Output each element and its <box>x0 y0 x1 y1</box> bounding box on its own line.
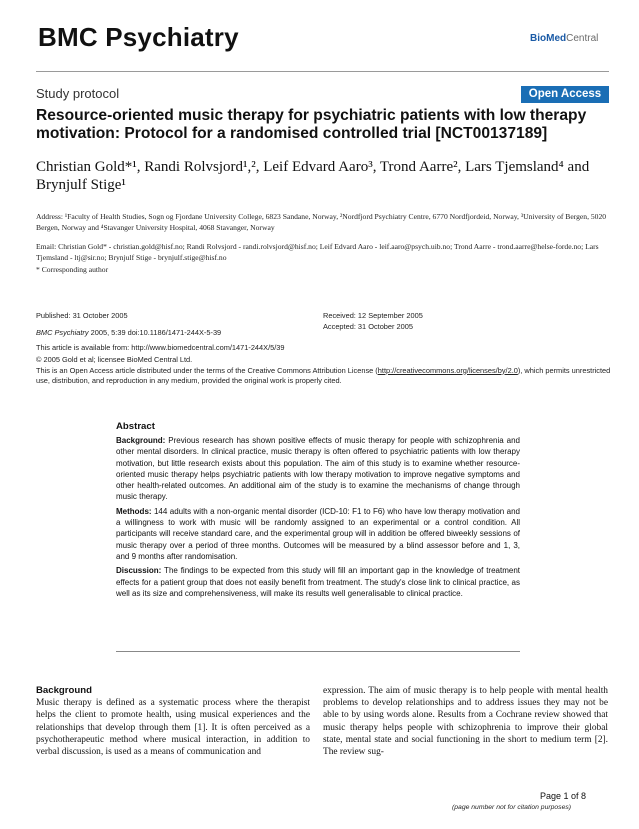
publication-info <box>36 311 316 354</box>
affiliations: Address: ¹Faculty of Health Studies, Sogn og Fjordane University College, 6823 Sandane, Norway, ²Nordfjord Psychiatry Centre, 6770 Nordfjordeid, Norway, ³University of Bergen, 5020 Bergen, Norway and ⁴Stavanger University Hospital, 4068 Stavanger, Norway <box>36 212 607 232</box>
corresponding-author-note: * Corresponding author <box>36 265 109 274</box>
citation-journal: BMC Psychiatry <box>36 327 89 337</box>
abstract-divider <box>116 651 520 652</box>
abstract-discussion <box>116 565 520 599</box>
publisher-central: Central <box>566 33 599 44</box>
author-list: Christian Gold*¹, Randi Rolvsjord¹,², Leif Edvard Aaro³, Trond Aarre², Lars Tjemsland⁴ and Brynjulf Stige¹ <box>36 159 590 193</box>
publisher-bio: BioMed <box>530 33 567 44</box>
background-text-right: expression. The aim of music therapy is to help people with mental health problems to develop relationships and to address issues they may not be able to by using words alone. Results from a Cochrane review showed that music therapy helps people with schizophrenia to improve their global state, mental state and social functioning in the short to medium term [2]. The review sug- <box>323 686 608 758</box>
article-url[interactable]: This article is available from: http://www.biomedcentral.com/1471-244X/5/39 <box>36 343 285 352</box>
header-divider <box>36 71 609 72</box>
abstract-background-text: Previous research has shown positive effects of music therapy for people with schizophrenia and other mental disorders. In clinical practice, music therapy is often offered to psychiatric patients with low therapy motivation, but little research exists about this population. The aim of this study is to examine whether resource-oriented music therapy helps psychiatric patients with low therapy motivation to improve negative symptoms and other health-related outcomes. An additional aim of the study is to examine the mechanisms of change through music therapy. <box>116 436 520 502</box>
copyright-line: © 2005 Gold et al; licensee BioMed Central Ltd. <box>36 355 193 364</box>
article-type: Study protocol <box>36 86 120 101</box>
background-heading: Background <box>36 685 92 696</box>
abstract-methods <box>116 506 520 562</box>
abstract-background <box>116 435 520 503</box>
accepted-date: Accepted: 31 October 2005 <box>323 321 413 331</box>
abstract-methods-text: 144 adults with a non-organic mental disorder (ICD-10: F1 to F6) who have low therapy motivation and a willingness to work with music will be randomly assigned to an experimental or a control condition. All participants will receive standard care, and the experimental group will in addition be offered biweekly sessions of music therapy over a period of three months. Outcomes will be measured by a blind assessor before and 1, 3, and 9 months after randomisation. <box>116 506 520 561</box>
abstract-methods-label: Methods: <box>116 506 152 516</box>
article-title: Resource-oriented music therapy for psychiatric patients with low therapy motivation: Protocol for a randomised controlled trial [NCT00137189] <box>36 107 587 142</box>
abstract-heading: Abstract <box>116 421 155 432</box>
published-date: Published: 31 October 2005 <box>36 311 128 320</box>
license-text-after: ), which permits unrestricted use, distribution, and reproduction in any medium, provided the original work is properly cited. <box>36 365 611 385</box>
abstract-background-label: Background: <box>116 436 166 445</box>
abstract-discussion-label: Discussion: <box>116 566 162 576</box>
received-date: Received: 12 September 2005 <box>323 311 423 320</box>
license-link[interactable]: http://creativecommons.org/licenses/by/2.0 <box>377 365 518 375</box>
background-text-left: Music therapy is defined as a systematic process where the therapist helps the client to promote health, using musical experiences and the relationships that develop through them [1]. It is often perceived as a psychotherapeutic method where musical interaction, in addition to verbal discussion, is used as a means of communication and <box>36 698 310 758</box>
page-number: Page 1 of 8 <box>540 791 587 801</box>
citation-line <box>36 328 316 339</box>
publisher-logo <box>530 33 598 44</box>
dates-info <box>323 311 523 332</box>
page-number-note: (page number not for citation purposes) <box>452 804 572 811</box>
license-text <box>36 366 611 387</box>
body-column-right <box>323 685 608 758</box>
abstract-discussion-text: The findings to be expected from this study will fill an important gap in the knowledge of treatment effects for a patient group that does not easily benefit from treatment. The study's close link to clinical practice, as well as its size and comprehensiveness, will make its results well generalisable to clinical practice. <box>116 566 520 598</box>
author-emails: Email: Christian Gold* - christian.gold@hisf.no; Randi Rolvsjord - randi.rolvsjord@hisf.no; Leif Edvard Aaro - leif.aaro@psych.uib.no; Trond Aarre - trond.aarre@helse-forde.no; Lars Tjemsland - ltj@sir.no; Brynjulf Stige - brynjulf.stige@hisf.no <box>36 242 599 262</box>
license-block <box>36 355 611 387</box>
open-access-badge: Open Access <box>521 86 609 103</box>
citation-details: 2005, 5:39 doi:10.1186/1471-244X-5-39 <box>88 327 222 337</box>
license-text-before: This is an Open Access article distributed under the terms of the Creative Commons Attribution License ( <box>36 365 378 375</box>
body-column-left <box>36 685 310 758</box>
journal-title: BMC Psychiatry <box>38 22 239 52</box>
abstract <box>116 421 520 602</box>
